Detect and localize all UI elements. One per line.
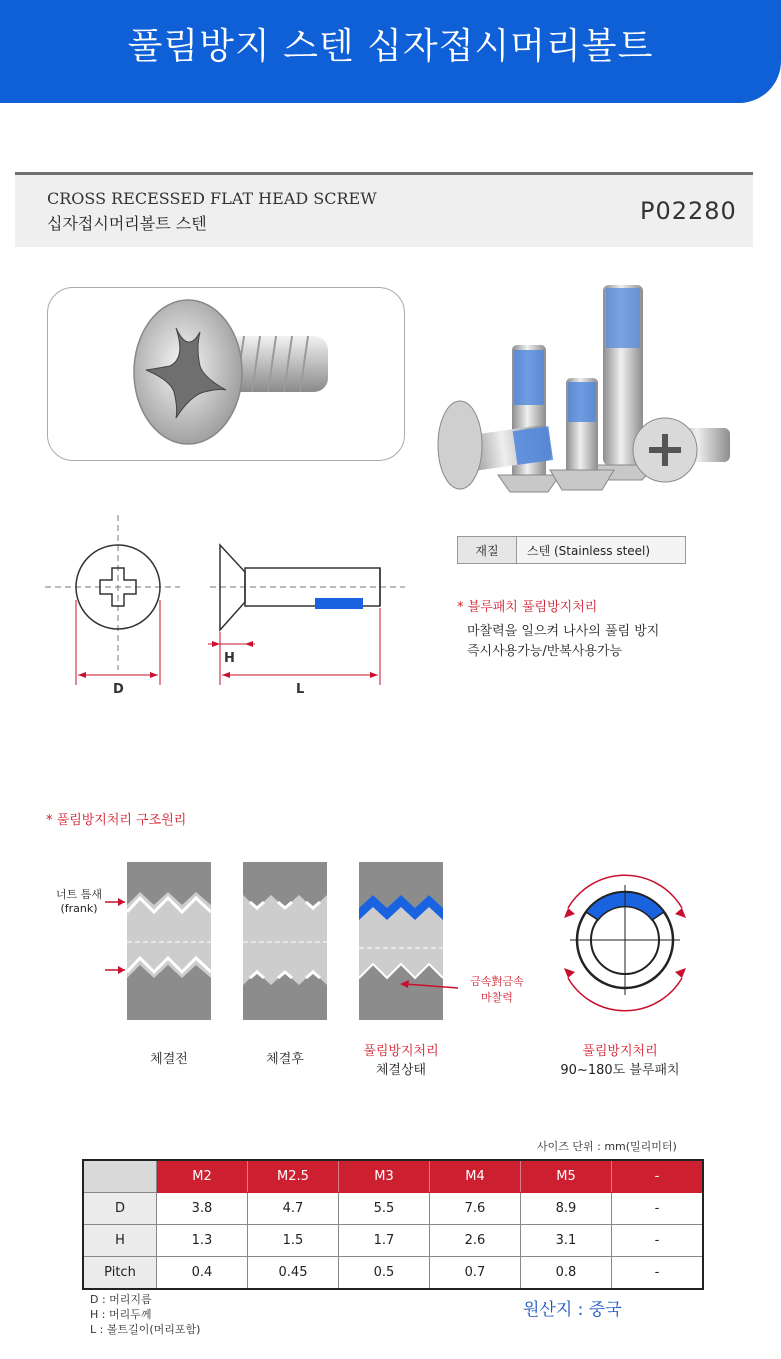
size-header-cell: M5 [521, 1160, 612, 1193]
table-cell: 1.7 [339, 1225, 430, 1257]
country-of-origin: 원산지 : 중국 [523, 1300, 622, 1320]
caption-after-line-1: 체결후 [266, 1052, 304, 1067]
caption-after [243, 1048, 327, 1067]
table-row [83, 1225, 703, 1257]
dim-label-d: D [113, 682, 124, 697]
size-table-corner [83, 1160, 157, 1193]
gap-label-line-2: (frank) [60, 902, 98, 915]
product-code: P02280 [640, 197, 737, 225]
legend-h: H : 머리두께 [90, 1308, 152, 1321]
product-name-ko: 십자접시머리볼트 스텐 [47, 214, 207, 233]
table-cell: 0.5 [339, 1257, 430, 1290]
table-cell: 0.7 [430, 1257, 521, 1290]
size-table-header [83, 1160, 703, 1193]
table-row [83, 1257, 703, 1290]
material-value: 스텐 (Stainless steel) [517, 537, 686, 564]
legend-d: D : 머리지름 [90, 1293, 152, 1306]
caption-before [127, 1048, 211, 1067]
banner-title: 풀림방지 스텐 십자접시머리볼트 [127, 26, 654, 67]
table-cell: 5.5 [339, 1193, 430, 1225]
principle-title: * 풀림방지처리 구조원리 [46, 813, 187, 828]
legend-l: L : 볼트길이(머리포함) [90, 1323, 201, 1336]
product-name-en: CROSS RECESSED FLAT HEAD SCREW [47, 189, 377, 208]
feature-line-2: 즉시사용가능/반복사용가능 [467, 644, 623, 659]
row-label: H [83, 1225, 157, 1257]
table-cell: 4.7 [248, 1193, 339, 1225]
friction-label-line-1: 금속對금속 [470, 975, 524, 988]
caption-treated [345, 1040, 457, 1078]
feature-line-1: 마찰력을 일으켜 나사의 풀림 방지 [467, 624, 660, 639]
size-header-cell: M4 [430, 1160, 521, 1193]
table-cell: 2.6 [430, 1225, 521, 1257]
size-header-cell: M2.5 [248, 1160, 339, 1193]
table-cell: 0.45 [248, 1257, 339, 1290]
table-cell: - [612, 1225, 704, 1257]
size-table [82, 1159, 704, 1290]
unit-note: 사이즈 단위 : mm(밀리미터) [537, 1140, 677, 1153]
friction-label-line-2: 마찰력 [481, 991, 513, 1004]
table-cell: 3.8 [157, 1193, 248, 1225]
friction-label [462, 973, 532, 1005]
table-cell: 7.6 [430, 1193, 521, 1225]
caption-treated-line-2: 체결상태 [375, 1063, 427, 1078]
table-cell: 1.5 [248, 1225, 339, 1257]
gap-label-line-1: 너트 틈새 [55, 888, 102, 901]
table-cell: 1.3 [157, 1225, 248, 1257]
material-header: 재질 [458, 537, 517, 564]
table-cell: - [612, 1193, 704, 1225]
caption-patch-line-2: 90~180도 블루패치 [560, 1063, 680, 1078]
table-cell: 8.9 [521, 1193, 612, 1225]
thread-diagrams [100, 860, 460, 1025]
caption-patch [545, 1040, 695, 1078]
table-row [83, 1193, 703, 1225]
row-label: D [83, 1193, 157, 1225]
row-label: Pitch [83, 1257, 157, 1290]
table-cell: 0.8 [521, 1257, 612, 1290]
caption-patch-line-1: 풀림방지처리 [582, 1044, 658, 1059]
table-cell: 0.4 [157, 1257, 248, 1290]
caption-before-line-1: 체결전 [150, 1052, 188, 1067]
size-header-cell: M2 [157, 1160, 248, 1193]
dimension-drawing [40, 510, 420, 710]
screw-closeup-photo [47, 287, 405, 461]
size-header-cell: M3 [339, 1160, 430, 1193]
caption-treated-line-1: 풀림방지처리 [363, 1044, 439, 1059]
patch-ring-diagram [550, 870, 700, 1020]
material-table [457, 536, 686, 564]
dim-label-l: L [296, 682, 305, 697]
screw-group-photo [420, 280, 740, 495]
feature-title: * 블루패치 풀림방지처리 [457, 600, 598, 615]
dim-label-h: H [224, 651, 235, 666]
size-header-cell: - [612, 1160, 704, 1193]
table-cell: - [612, 1257, 704, 1290]
table-cell: 3.1 [521, 1225, 612, 1257]
